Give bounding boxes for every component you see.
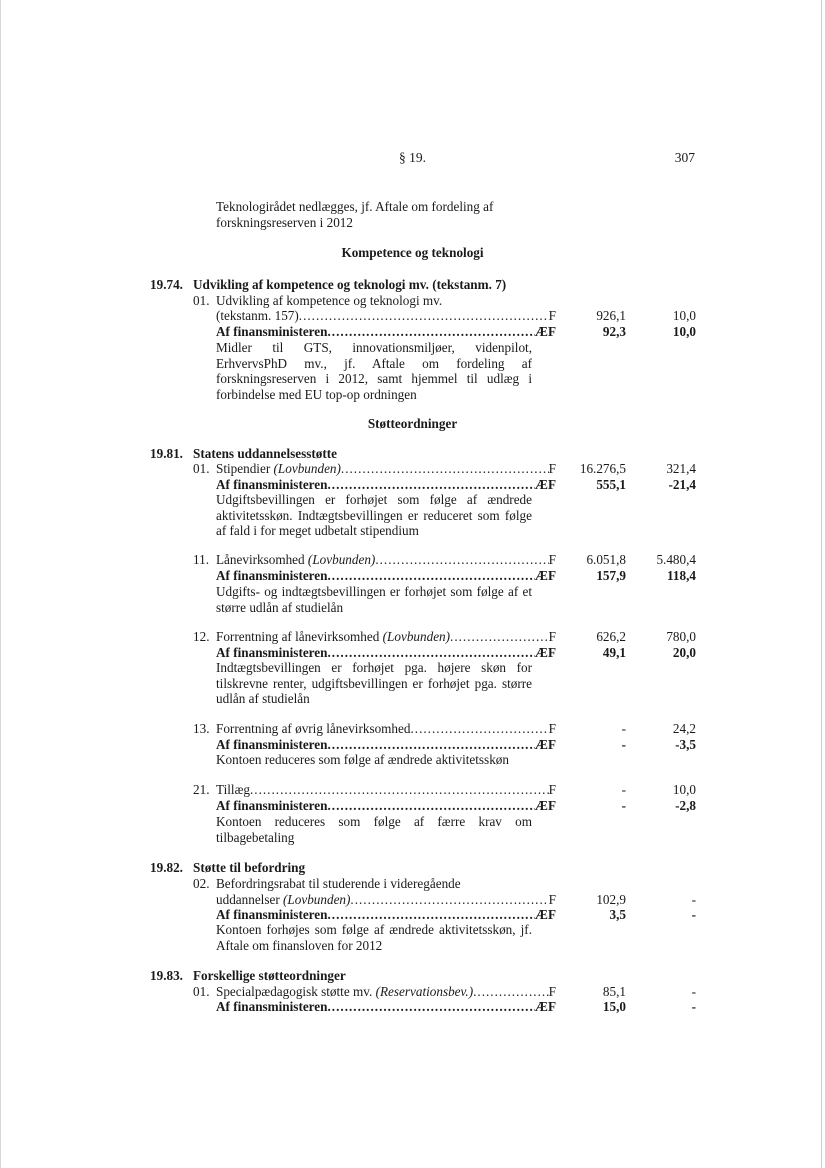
dot-leader [473, 984, 549, 1000]
amount-col1: 6.051,8 [586, 552, 626, 567]
finance-minister-label: Af finansministeren [216, 798, 328, 813]
account-title: Støtte til befordring [193, 860, 306, 875]
section-mark: § 19. [399, 150, 426, 165]
finance-amount-col2: -2,8 [675, 798, 696, 813]
finance-code: ÆF [534, 324, 556, 339]
dot-leader [328, 798, 535, 814]
page-edge-left [0, 0, 1, 1168]
subaccount-number: 12. [193, 629, 210, 644]
amount-col2: 5.480,4 [656, 552, 696, 567]
finance-minister-line [216, 798, 556, 814]
dot-leader [250, 782, 549, 798]
finance-code: F [548, 892, 556, 907]
amount-col1: 926,1 [596, 308, 626, 323]
amount-col1: 85,1 [602, 984, 626, 999]
subaccount-description: Kontoen reduceres som følge af ændrede aktivitetsskøn [216, 752, 509, 767]
intro-text: Teknologirådet nedlægges, jf. Aftale om fordeling af forskningsreserven i 2012 [216, 199, 494, 230]
finance-amount-col1: 49,1 [602, 645, 626, 660]
finance-code: F [548, 984, 556, 999]
subaccount-line [216, 629, 556, 645]
subaccount-number: 01. [193, 461, 210, 476]
subaccount-label: Stipendier (Lovbunden) [216, 461, 341, 476]
amount-col2: 24,2 [672, 721, 696, 736]
finance-amount-col1: 555,1 [596, 477, 626, 492]
finance-minister-line [216, 324, 556, 340]
dot-leader [350, 892, 548, 908]
amount-col1: 626,2 [596, 629, 626, 644]
subaccount-label: Lånevirksomhed (Lovbunden) [216, 552, 376, 567]
finance-minister-line [216, 477, 556, 493]
subaccount-title-line1: Befordringsrabat til studerende i videregående [216, 876, 461, 891]
finance-code: ÆF [534, 645, 556, 660]
section-heading-stotteordninger: Støtteordninger [367, 416, 458, 431]
finance-code: ÆF [534, 798, 556, 813]
page-number: 307 [674, 150, 695, 165]
subaccount-description: Indtægtsbevillingen er forhøjet pga. højere skøn for tilskrevne renter, udgiftsbevillingen er forhøjet pga. større udlån af studielån [216, 660, 532, 707]
dot-leader [328, 477, 535, 493]
amount-col1: - [621, 782, 626, 797]
subaccount-label: Specialpædagogisk støtte mv. (Reservationsbev.) [216, 984, 474, 999]
account-title: Forskellige støtteordninger [193, 968, 346, 983]
account-number: 19.83. [150, 968, 183, 983]
subaccount-description: Udgifts- og indtægtsbevillingen er forhøjet som følge af et større udlån af studielån [216, 584, 532, 615]
dot-leader [328, 568, 535, 584]
subaccount-description: Kontoen reduceres som følge af færre krav om tilbagebetaling [216, 814, 532, 845]
subaccount-line [216, 308, 556, 324]
dot-leader [410, 721, 548, 737]
finance-minister-line [216, 645, 556, 661]
finance-code: F [548, 782, 556, 797]
amount-col2: 10,0 [672, 782, 696, 797]
subaccount-number: 11. [193, 552, 209, 567]
subaccount-line [216, 552, 556, 568]
subaccount-label: (tekstanm. 157) [216, 308, 299, 323]
subaccount-number: 01. [193, 293, 210, 308]
dot-leader [450, 629, 549, 645]
subaccount-label-italic: (Reservationsbev.) [375, 984, 474, 999]
account-number: 19.74. [150, 277, 183, 292]
finance-code: ÆF [534, 568, 556, 583]
subaccount-label-italic: (Lovbunden) [283, 892, 351, 907]
finance-minister-label: Af finansministeren [216, 645, 328, 660]
finance-amount-col1: 157,9 [596, 568, 626, 583]
page-edge-right [821, 0, 822, 1168]
finance-amount-col2: - [691, 907, 696, 922]
account-title: Statens uddannelsesstøtte [193, 446, 337, 461]
finance-amount-col1: 3,5 [609, 907, 626, 922]
finance-code: F [548, 308, 556, 323]
finance-amount-col2: - [691, 999, 696, 1014]
dot-leader [328, 737, 535, 753]
finance-amount-col1: - [621, 798, 626, 813]
amount-col1: - [621, 721, 626, 736]
section-heading-kompetence: Kompetence og teknologi [341, 245, 484, 260]
subaccount-number: 21. [193, 782, 210, 797]
finance-amount-col1: 92,3 [602, 324, 626, 339]
finance-minister-label: Af finansministeren [216, 324, 328, 339]
finance-code: F [548, 629, 556, 644]
dot-leader [328, 645, 535, 661]
account-number: 19.81. [150, 446, 183, 461]
subaccount-label-italic: (Lovbunden) [307, 552, 376, 567]
dot-leader [341, 461, 549, 477]
finance-code: ÆF [534, 737, 556, 752]
subaccount-description: Kontoen forhøjes som følge af ændrede aktivitetsskøn, jf. Aftale om finansloven for 2012 [216, 922, 532, 953]
subaccount-line [216, 461, 556, 477]
account-number: 19.82. [150, 860, 183, 875]
account-title: Udvikling af kompetence og teknologi mv. (tekstanm. 7) [193, 277, 507, 292]
subaccount-label-italic: (Lovbunden) [382, 629, 451, 644]
finance-amount-col1: - [621, 737, 626, 752]
dot-leader [299, 308, 549, 324]
finance-code: F [548, 461, 556, 476]
amount-col2: 10,0 [672, 308, 696, 323]
subaccount-number: 13. [193, 721, 210, 736]
finance-code: ÆF [534, 477, 556, 492]
finance-minister-label: Af finansministeren [216, 568, 328, 583]
subaccount-label: Forrentning af øvrig lånevirksomhed [216, 721, 411, 736]
subaccount-label: Tillæg [216, 782, 250, 797]
subaccount-label: uddannelser (Lovbunden) [216, 892, 351, 907]
finance-minister-label: Af finansministeren [216, 737, 328, 752]
dot-leader [328, 324, 535, 340]
finance-minister-line [216, 999, 556, 1015]
amount-col2: 780,0 [666, 629, 696, 644]
subaccount-line [216, 782, 556, 798]
subaccount-line [216, 892, 556, 908]
subaccount-description: Midler til GTS, innovationsmiljøer, videnpilot, ErhvervsPhD mv., jf. Aftale om fordeling af forskningsreserven i 2012, samt hjemmel til udlæg i forbindelse med EU top-op ordningen [216, 340, 532, 402]
amount-col2: 321,4 [666, 461, 696, 476]
amount-col2: - [691, 984, 696, 999]
finance-minister-line [216, 907, 556, 923]
amount-col2: - [691, 892, 696, 907]
finance-minister-label: Af finansministeren [216, 907, 328, 922]
finance-code: ÆF [534, 907, 556, 922]
finance-code: F [548, 552, 556, 567]
subaccount-title-line1: Udvikling af kompetence og teknologi mv. [216, 293, 443, 308]
subaccount-description: Udgiftsbevillingen er forhøjet som følge af ændrede aktivitetsskøn. Indtægtsbevillingen er reduceret som følge af fald i for meget udbetalt stipendium [216, 492, 532, 539]
finance-minister-label: Af finansministeren [216, 477, 328, 492]
dot-leader [328, 999, 535, 1015]
finance-amount-col2: 118,4 [667, 568, 696, 583]
subaccount-label: Forrentning af lånevirksomhed (Lovbunden) [216, 629, 451, 644]
amount-col1: 102,9 [596, 892, 626, 907]
finance-amount-col2: -3,5 [675, 737, 696, 752]
dot-leader [375, 552, 548, 568]
subaccount-number: 02. [193, 876, 210, 891]
subaccount-number: 01. [193, 984, 210, 999]
finance-amount-col1: 15,0 [602, 999, 626, 1014]
finance-amount-col2: -21,4 [668, 477, 696, 492]
subaccount-line [216, 721, 556, 737]
subaccount-line [216, 984, 556, 1000]
finance-code: F [548, 721, 556, 736]
finance-amount-col2: 10,0 [672, 324, 696, 339]
finance-minister-line [216, 737, 556, 753]
finance-minister-line [216, 568, 556, 584]
finance-code: ÆF [534, 999, 556, 1014]
dot-leader [328, 907, 535, 923]
amount-col1: 16.276,5 [579, 461, 626, 476]
subaccount-label-italic: (Lovbunden) [273, 461, 341, 476]
finance-amount-col2: 20,0 [672, 645, 696, 660]
finance-minister-label: Af finansministeren [216, 999, 328, 1014]
